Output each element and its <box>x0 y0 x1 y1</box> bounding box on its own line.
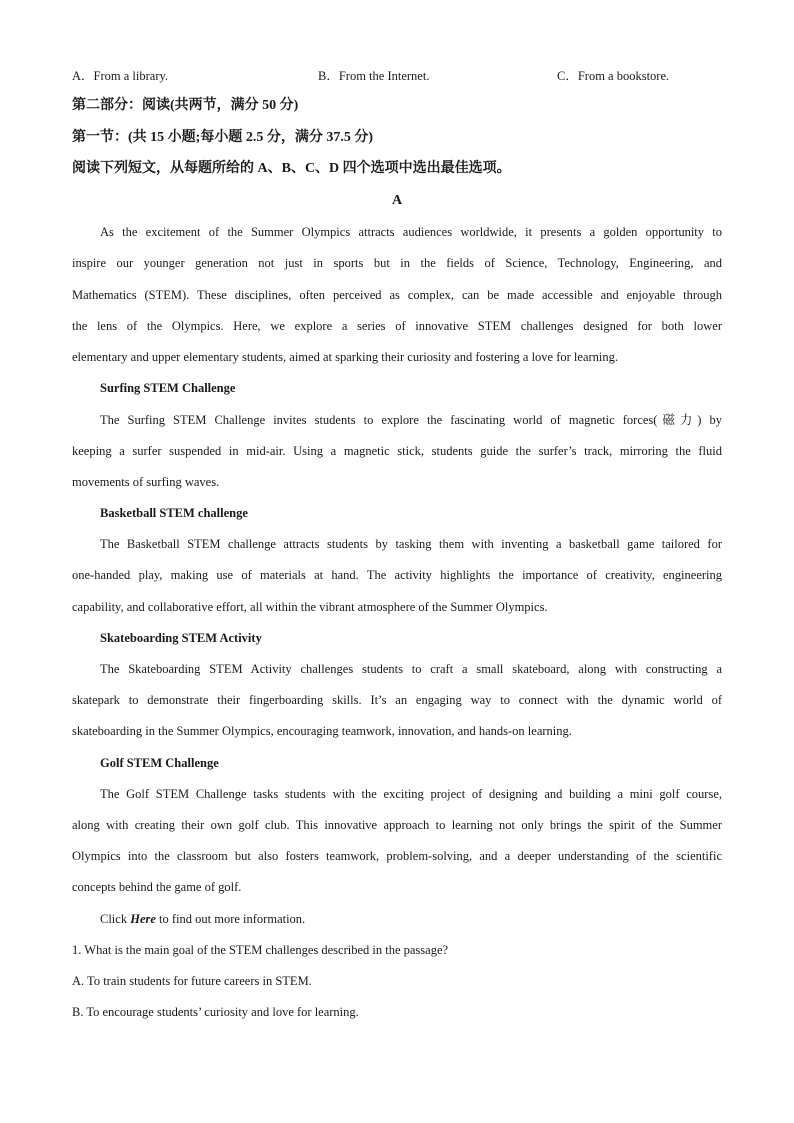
section-title-basketball: Basketball STEM challenge <box>100 506 248 520</box>
section-line: The Golf STEM Challenge tasks students with the exciting project of designing and building a mini golf course, <box>100 787 722 801</box>
intro-line: the lens of the Olympics. Here, we explore a series of innovative STEM challenges designed for both lower <box>72 319 722 333</box>
section-line: capability, and collaborative effort, all within the vibrant atmosphere of the Summer Olympics. <box>72 600 548 614</box>
section-heading: 第二部分：阅读(共两节，满分 50 分) <box>72 98 299 113</box>
section-line: skatepark to demonstrate their fingerboarding skills. It’s an engaging way to connect with the dynamic world of <box>72 693 722 707</box>
section-title-surfing: Surfing STEM Challenge <box>100 381 236 395</box>
option-b: B. To encourage students’ curiosity and love for learning. <box>72 1005 359 1019</box>
click-suffix: to find out more information. <box>155 912 306 926</box>
option-a: A. To train students for future careers in STEM. <box>72 974 312 988</box>
prev-option-c: C．From a bookstore. <box>557 69 670 83</box>
section-line: one-handed play, making use of materials at hand. The activity highlights the importance of creativity, engineering <box>72 568 722 582</box>
section-line: The Skateboarding STEM Activity challenges students to craft a small skateboard, along with constructing a <box>100 662 722 676</box>
section-title-skateboarding: Skateboarding STEM Activity <box>100 631 262 645</box>
click-here-line <box>100 911 305 927</box>
prev-option-b: B．From the Internet. <box>318 69 430 83</box>
section-line: The Surfing STEM Challenge invites students to explore the fascinating world of magnetic forces(磁力) by <box>100 413 722 427</box>
intro-line: Mathematics (STEM). These disciplines, often perceived as complex, can be made accessible and enjoyable through <box>72 288 722 302</box>
section-line: skateboarding in the Summer Olympics, encouraging teamwork, innovation, and hands-on learning. <box>72 724 572 738</box>
section-line: concepts behind the game of golf. <box>72 880 242 894</box>
subsection-heading: 第一节：(共 15 小题;每小题 2.5 分，满分 37.5 分) <box>72 130 373 145</box>
click-prefix: Click <box>100 912 131 926</box>
passage-label: A <box>391 193 403 208</box>
instructions: 阅读下列短文，从每题所给的 A、B、C、D 四个选项中选出最佳选项。 <box>72 161 511 176</box>
prev-option-a: A．From a library. <box>72 69 169 83</box>
question-stem: 1. What is the main goal of the STEM challenges described in the passage? <box>72 943 449 957</box>
section-line: keeping a surfer suspended in mid-air. Using a magnetic stick, students guide the surfer’s track, mirroring the fluid <box>72 444 722 458</box>
intro-line: inspire our younger generation not just in sports but in the fields of Science, Technology, Engineering, and <box>72 256 722 270</box>
intro-line: elementary and upper elementary students, aimed at sparking their curiosity and fostering a love for learning. <box>72 350 618 364</box>
section-title-golf: Golf STEM Challenge <box>100 756 219 770</box>
section-line: along with creating their own golf club. This innovative approach to learning not only brings the spirit of the Summer <box>72 818 722 832</box>
section-line: Olympics into the classroom but also fosters teamwork, problem-solving, and a deeper understanding of the scientific <box>72 849 722 863</box>
intro-line: As the excitement of the Summer Olympics attracts audiences worldwide, it presents a golden opportunity to <box>100 225 722 239</box>
here-link[interactable]: Here <box>130 912 156 926</box>
section-line: movements of surfing waves. <box>72 475 220 489</box>
section-line: The Basketball STEM challenge attracts students by tasking them with inventing a basketball game tailored for <box>100 537 722 551</box>
